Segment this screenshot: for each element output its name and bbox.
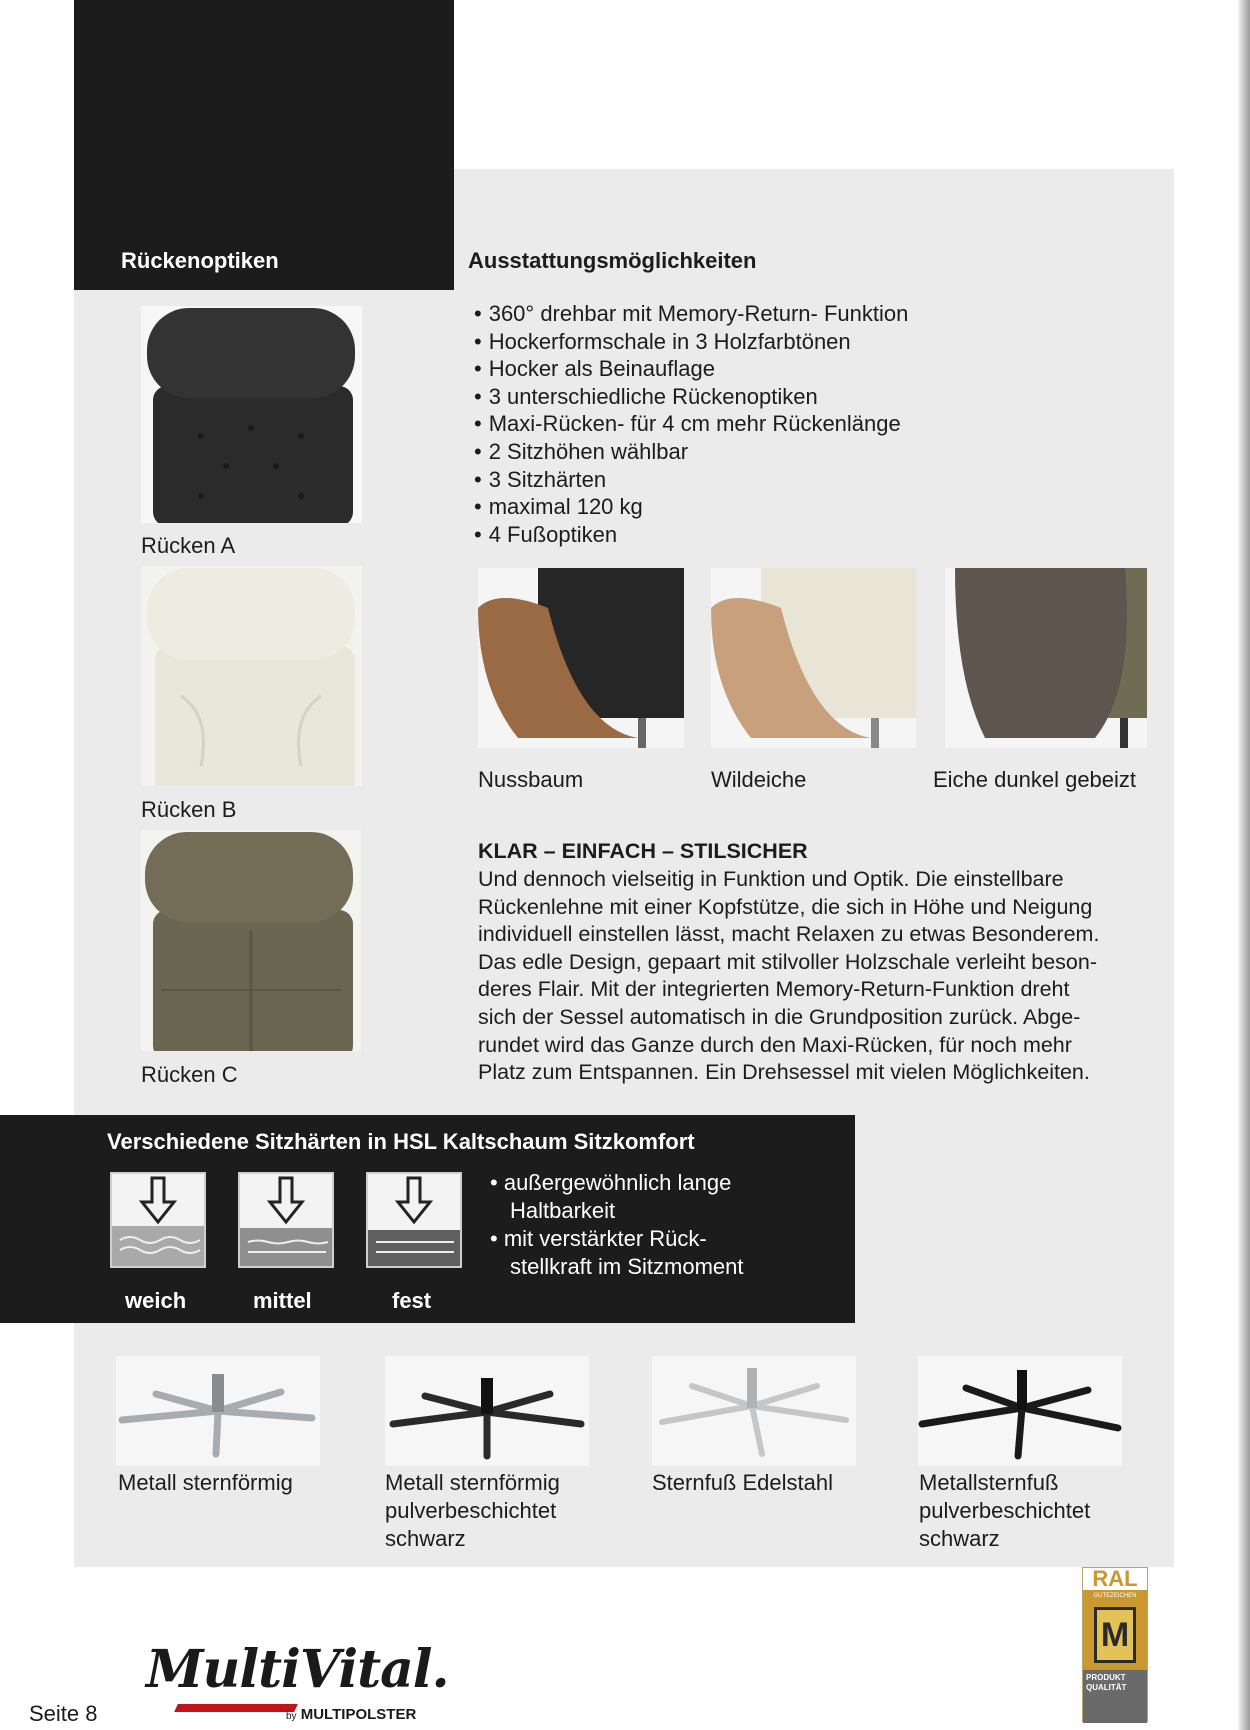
description-heading: KLAR – EINFACH – STILSICHER bbox=[478, 839, 808, 863]
foot-caption-4: Metallsternfuß pulverbeschichtet schwarz bbox=[919, 1470, 1091, 1551]
description-line: Das edle Design, gepaart mit stilvoller Holzschale verleiht beson- bbox=[478, 949, 1098, 974]
foot-caption-2: Metall sternförmig pulverbeschichtet schwarz bbox=[385, 1470, 560, 1551]
wood-label-wildeiche: Wildeiche bbox=[711, 767, 807, 792]
wood-wildeiche-photo bbox=[711, 568, 916, 748]
foot-metal-star-black-2-photo bbox=[918, 1356, 1122, 1466]
header-black-block bbox=[74, 0, 454, 290]
back-a-photo bbox=[141, 306, 362, 523]
feature-item: • 4 Fußoptiken bbox=[474, 521, 1174, 549]
foot-metal-star-photo bbox=[116, 1356, 320, 1466]
wood-label-nussbaum: Nussbaum bbox=[478, 767, 584, 792]
page-number: Seite 8 bbox=[29, 1701, 98, 1726]
description-body bbox=[478, 866, 1178, 1087]
hardness-label-firm: fest bbox=[392, 1288, 432, 1313]
section-title-features: Ausstattungsmöglichkeiten bbox=[468, 248, 757, 273]
description-line: Und dennoch vielseitig in Funktion und Optik. Die einstellbare bbox=[478, 867, 1064, 891]
ral-quality-seal: RAL GÜTEZEICHEN M PRODUKT QUALITÄT bbox=[1082, 1567, 1148, 1722]
feature-item: • Maxi-Rücken- für 4 cm mehr Rückenlänge bbox=[474, 410, 1174, 438]
multivital-logo: MultiVital. by MULTIPOLSTER bbox=[146, 1639, 449, 1723]
hardness-bullet: • außergewöhnlich lange Haltbarkeit bbox=[490, 1170, 732, 1223]
back-b-photo bbox=[141, 566, 362, 786]
wood-eiche-dunkel-photo bbox=[945, 568, 1147, 748]
feature-item: • Hocker als Beinauflage bbox=[474, 355, 1174, 383]
hardness-firm-icon bbox=[366, 1172, 462, 1268]
hardness-bullet: • mit verstärkter Rück- stellkraft im Sitzmoment bbox=[490, 1226, 744, 1279]
foot-caption-3: Sternfuß Edelstahl bbox=[652, 1470, 833, 1495]
hardness-label-medium: mittel bbox=[253, 1288, 312, 1313]
hardness-medium-icon bbox=[238, 1172, 334, 1268]
feature-item: • 3 Sitzhärten bbox=[474, 466, 1174, 494]
wood-nussbaum-photo bbox=[478, 568, 684, 748]
description-line: sich der Sessel automatisch in die Grundposition zurück. Abge- bbox=[478, 1004, 1081, 1029]
description-line: individuell einstellen lässt, macht Relaxen zu etwas Besonderem. bbox=[478, 922, 1100, 947]
description-line: Platz zum Entspannen. Ein Drehsessel mit vielen Möglichkeiten. bbox=[478, 1060, 1090, 1085]
feature-item: • Hockerformschale in 3 Holzfarbtönen bbox=[474, 328, 1174, 356]
hardness-title: Verschiedene Sitzhärten in HSL Kaltschaum Sitzkomfort bbox=[107, 1129, 695, 1154]
hardness-bullets bbox=[490, 1169, 830, 1281]
feature-item: • maximal 120 kg bbox=[474, 493, 1174, 521]
description-line: deres Flair. Mit der integrierten Memory-Return-Funktion dreht bbox=[478, 977, 1070, 1002]
page-edge-shadow bbox=[1238, 0, 1250, 1730]
back-a-label: Rücken A bbox=[141, 533, 236, 558]
hardness-label-soft: weich bbox=[125, 1288, 187, 1313]
foot-caption-1: Metall sternförmig bbox=[118, 1470, 293, 1495]
back-c-label: Rücken C bbox=[141, 1062, 238, 1087]
feature-item: • 3 unterschiedliche Rückenoptiken bbox=[474, 383, 1174, 411]
feature-item: • 360° drehbar mit Memory-Return- Funktion bbox=[474, 300, 1174, 328]
section-title-backs: Rückenoptiken bbox=[121, 248, 279, 273]
back-c-photo bbox=[141, 830, 361, 1051]
description-line: rundet wird das Ganze durch den Maxi-Rücken, für noch mehr bbox=[478, 1032, 1072, 1057]
description-line: Rückenlehne mit einer Kopfstütze, die sich in Höhe und Neigung bbox=[478, 894, 1093, 919]
wood-label-eiche-dunkel: Eiche dunkel gebeizt bbox=[933, 767, 1137, 792]
foot-stainless-photo bbox=[652, 1356, 856, 1466]
feature-item: • 2 Sitzhöhen wählbar bbox=[474, 438, 1174, 466]
foot-metal-star-black-photo bbox=[385, 1356, 589, 1466]
back-b-label: Rücken B bbox=[141, 797, 237, 822]
hardness-soft-icon bbox=[110, 1172, 206, 1268]
feature-list bbox=[474, 300, 1174, 548]
